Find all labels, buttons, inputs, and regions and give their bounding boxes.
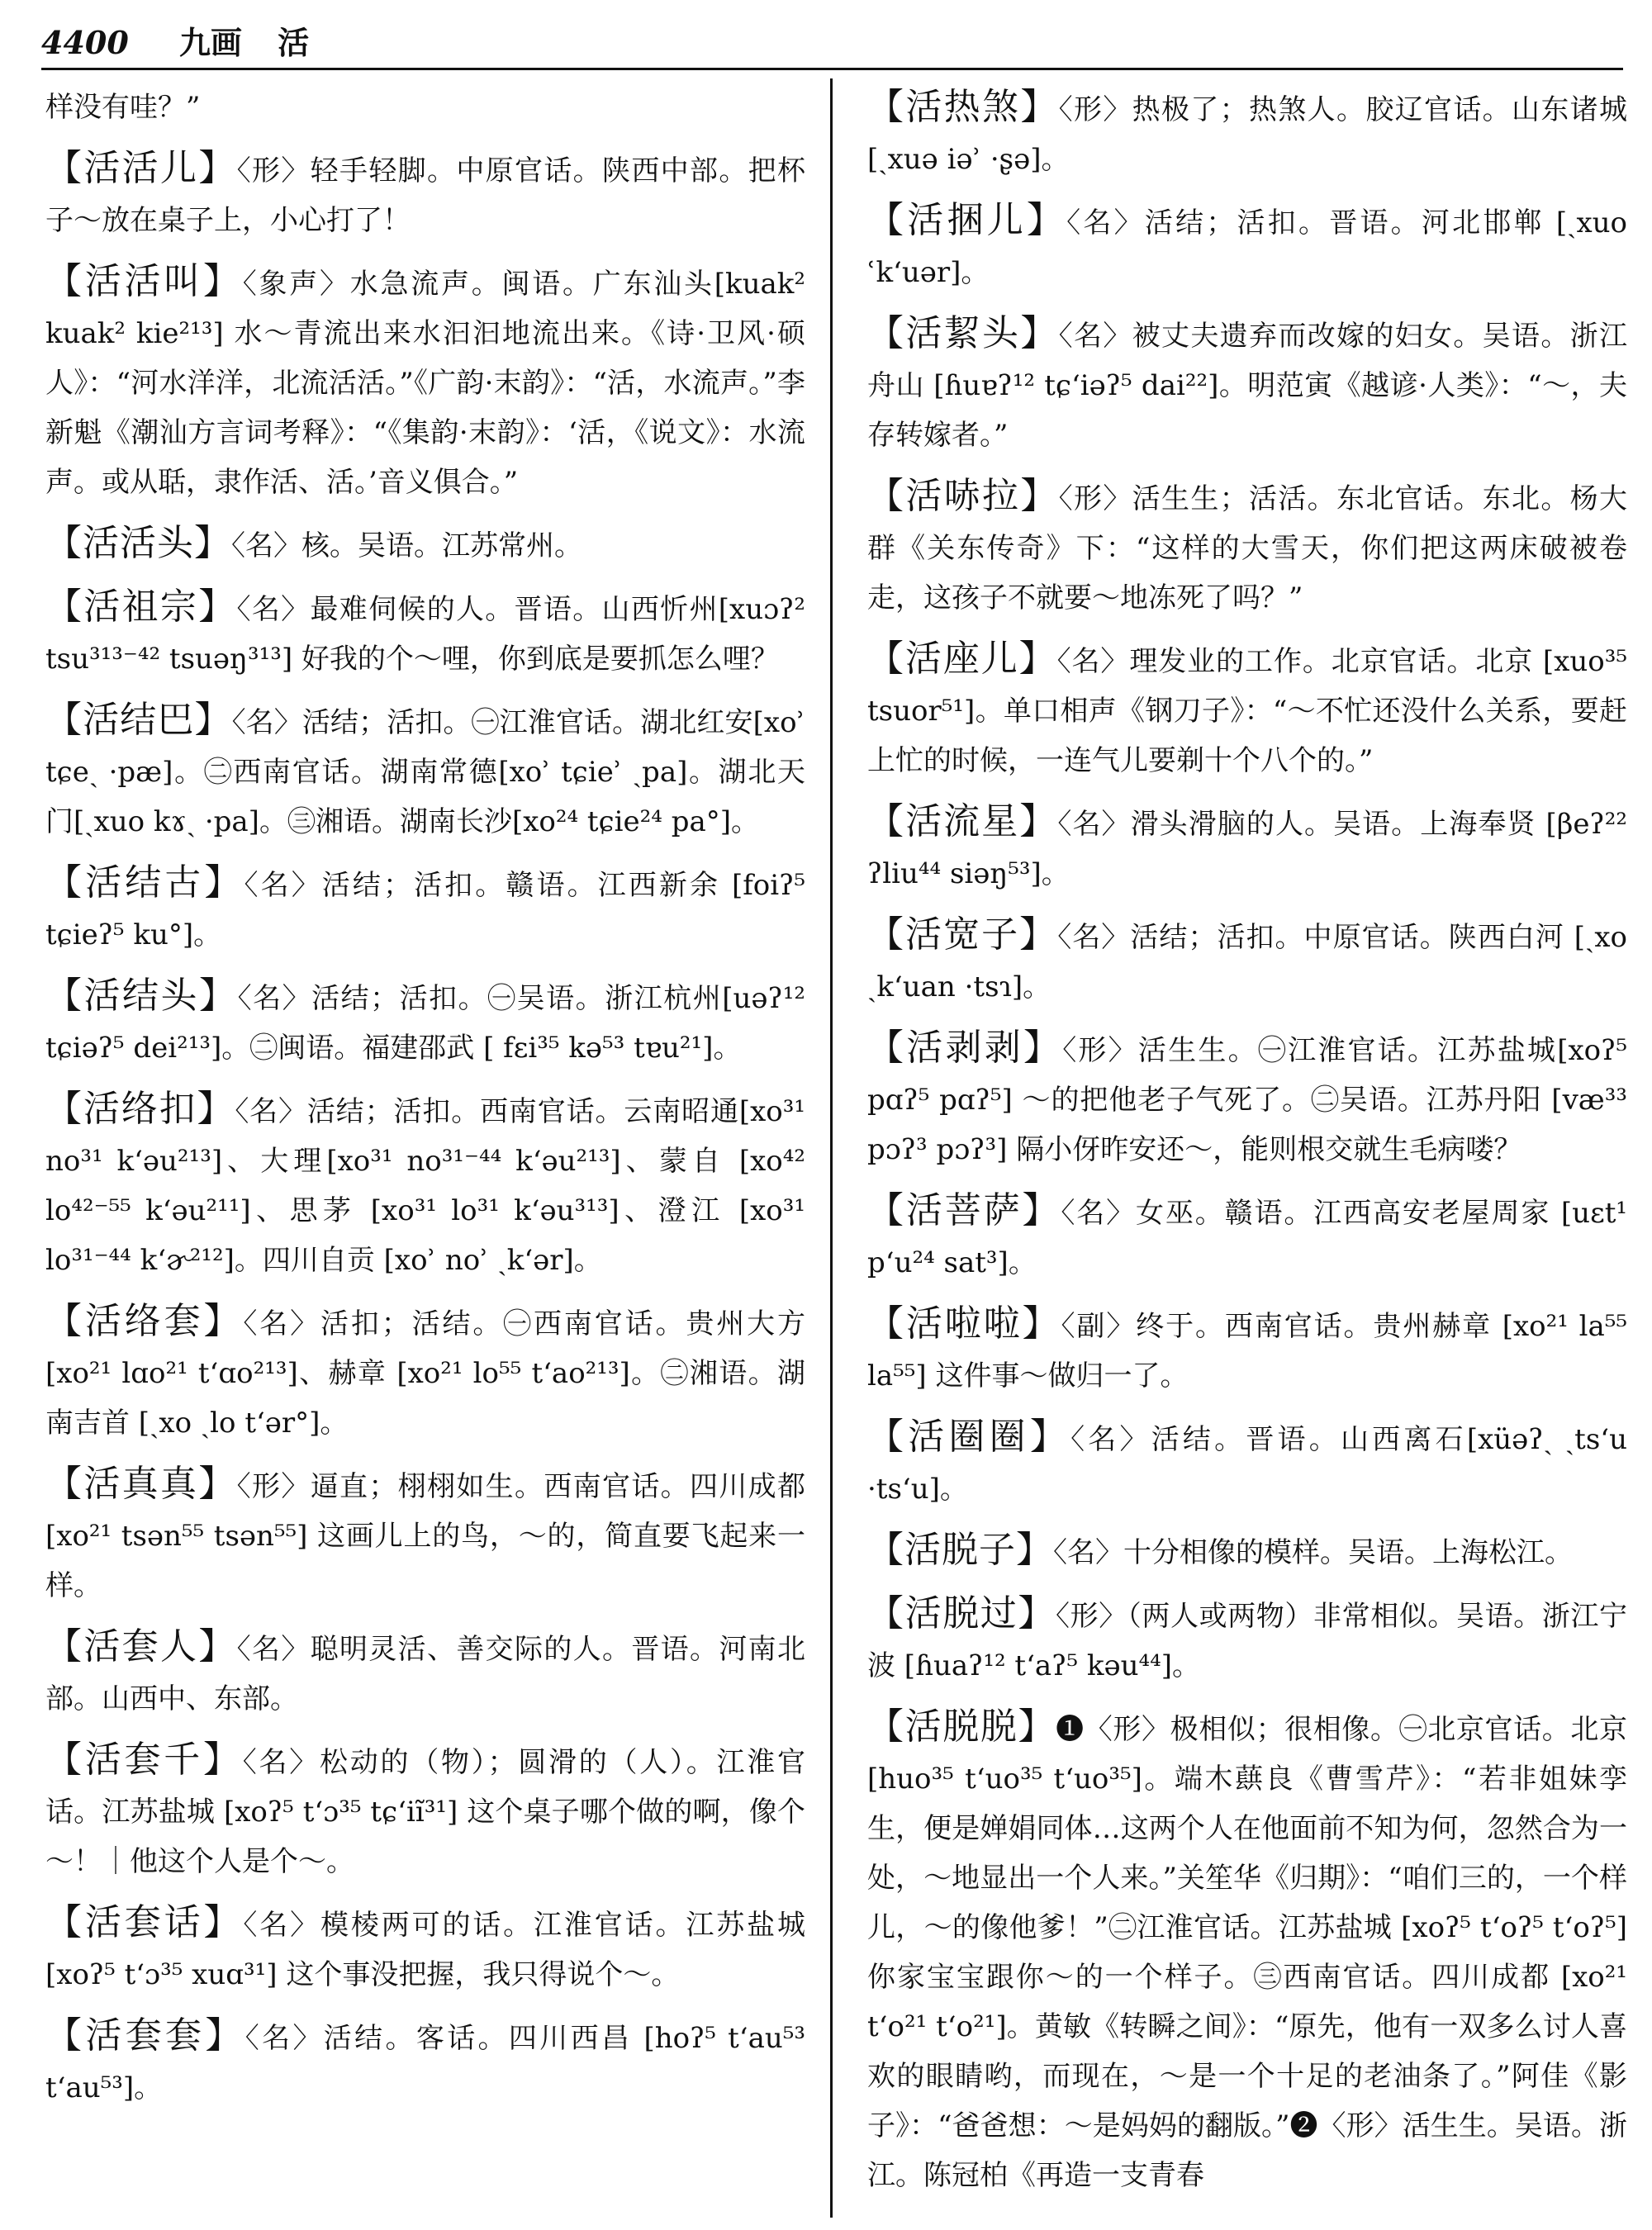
header-rule xyxy=(41,68,1623,70)
entry-body: 〈名〉活结；活扣。赣语。江西新余 [foiʔ⁵ tɕieʔ⁵ ku°]。 xyxy=(45,869,805,951)
entry-body: 〈名〉模棱两可的话。江淮官话。江苏盐城 [xoʔ⁵ t‘ɔ³⁵ xuɑ³¹] 这个事没把握，我只得说个～。 xyxy=(45,1909,805,1991)
dictionary-entry xyxy=(867,472,1627,623)
entry-body: 〈形〉热极了；热煞人。胶辽官话。山东诸城[ˏxuə iəʾ ·ʂə]。 xyxy=(867,93,1627,176)
entry-body: 〈名〉活结；活扣。中原官话。陕西白河 [ˏxo ˏk‘uan ·tsɿ]。 xyxy=(867,921,1627,1004)
entry-body: 〈名〉滑头滑脑的人。吴语。上海奉贤 [βeʔ²² ʔliu⁴⁴ siəŋ⁵³]。 xyxy=(867,808,1627,890)
dictionary-entry xyxy=(867,1023,1627,1174)
entry-body: 〈形〉活生生。㊀江淮官话。江苏盐城[xoʔ⁵ pɑʔ⁵ pɑʔ⁵] ～的把他老子气死了。㊁吴语。江苏丹阳 [væ³³ pɔʔ³ pɔʔ³] 隔小伢昨安还～，能则根交就生毛病喽？ xyxy=(867,1034,1627,1166)
entry-headword: 【活结巴】 xyxy=(45,699,232,741)
right-entries xyxy=(867,83,1627,2200)
entry-headword: 【活结头】 xyxy=(45,975,238,1017)
left-entries xyxy=(45,144,805,2113)
dictionary-entry xyxy=(867,309,1627,460)
dictionary-entry xyxy=(867,1412,1627,1514)
entry-body: 〈形〉（两人或两物）非常相似。吴语。浙江宁波 [ɦuaʔ¹² t‘aʔ⁵ kəu⁴⁴]。 xyxy=(867,1600,1627,1682)
entry-body: 〈名〉活结；活扣。西南官话。云南昭通[xo³¹ no³¹ k‘əu²¹³]、大理[xo³¹ no³¹⁻⁴⁴ k‘əu²¹³]、蒙自 [xo⁴² lo⁴²⁻⁵⁵ k‘əu²¹¹]、思茅 [xo³¹ lo³¹ k‘əu³¹³]、澄江 [xo³¹ lo³¹⁻⁴⁴ k‘ɚ²¹²]。四川自贡 [xoʾ noʾ ˏk‘ər]。 xyxy=(45,1095,805,1277)
entry-body: 〈名〉松动的（物）；圆滑的（人）。江淮官话。江苏盐城 [xoʔ⁵ t‘ɔ³⁵ tɕ‘iĩ³¹] 这个桌子哪个做的啊，像个～！｜他这个人是个～。 xyxy=(45,1746,805,1878)
header-char: 活 xyxy=(278,24,310,61)
dictionary-entry xyxy=(45,144,805,245)
entry-body: 〈名〉女巫。赣语。江西高安老屋周家 [uɛt¹ p‘u²⁴ sat³]。 xyxy=(867,1197,1627,1279)
dictionary-entry xyxy=(867,910,1627,1012)
entry-body: 〈象声〉水急流声。闽语。广东汕头[kuak² kuak² kie²¹³] 水～青流出来水汩汩地流出来。《诗·卫风·硕人》：“河水洋洋，北流活活。”《广韵·末韵》：“活，水流声。”李新魁《潮汕方言词考释》：“《集韵·末韵》：‘活，《说文》：水流声。或从聒，隶作活、活。’音义俱合。” xyxy=(45,268,805,499)
entry-body: 〈名〉活结。客话。四川西昌 [hoʔ⁵ t‘au⁵³ t‘au⁵³]。 xyxy=(45,2022,805,2104)
entry-headword: 【活活儿】 xyxy=(45,147,237,189)
entry-body: 〈名〉活结；活扣。㊀吴语。浙江杭州[uəʔ¹² tɕiəʔ⁵ dei²¹³]。㊁闽语。福建邵武 [ fɛi³⁵ kə⁵³ tɐu²¹]。 xyxy=(45,982,805,1065)
entry-headword: 【活啦啦】 xyxy=(867,1302,1061,1345)
entry-headword: 【活套套】 xyxy=(45,2014,245,2057)
entry-headword: 【活脱脱】 xyxy=(867,1706,1056,1748)
dictionary-entry xyxy=(867,1589,1627,1691)
entry-body: 〈名〉活结；活扣。㊀江淮官话。湖北红安[xoʾ tɕeˏ ·pæ]。㊁西南官话。湖南常德[xoʾ tɕieʾ ˏpa]。湖北天门[ˏxuo kɤˏ ·pa]。㊂湘语。湖南长沙[xo²⁴ tɕie²⁴ pa°]。 xyxy=(45,706,805,838)
entry-headword: 【活络扣】 xyxy=(45,1088,235,1130)
entry-headword: 【活套人】 xyxy=(45,1625,237,1668)
dictionary-entry xyxy=(867,196,1627,297)
entry-headword: 【活结古】 xyxy=(45,861,244,904)
entry-body: 〈形〉活生生；活活。东北官话。东北。杨大群《关东传奇》下：“这样的大雪天，你们把这两床破被卷走，这孩子不就要～地冻死了吗？” xyxy=(867,482,1627,614)
entry-headword: 【活套话】 xyxy=(45,1901,244,1943)
entry-body: 〈形〉逼直；栩栩如生。西南官话。四川成都 [xo²¹ tsən⁵⁵ tsən⁵⁵] 这画儿上的鸟，～的，简直要飞起来一样。 xyxy=(45,1470,805,1602)
dictionary-entry xyxy=(45,695,805,847)
dictionary-entry xyxy=(45,582,805,684)
left-column xyxy=(45,83,805,2213)
entry-body: 〈名〉活结；活扣。晋语。河北邯郸 [ˏxuo ʿk‘uər]。 xyxy=(867,206,1627,289)
entry-headword: 【活捆儿】 xyxy=(867,199,1067,241)
entry-headword: 【活圈圈】 xyxy=(867,1416,1071,1458)
page-number: 4400 xyxy=(41,24,129,61)
entry-headword: 【活菩萨】 xyxy=(867,1189,1061,1231)
entry-body: 〈名〉十分相像的模样。吴语。上海松江。 xyxy=(1053,1536,1573,1569)
entry-body: 〈名〉聪明灵活、善交际的人。晋语。河南北部。山西中、东部。 xyxy=(45,1633,805,1715)
entry-headword: 【活套千】 xyxy=(45,1739,243,1781)
entry-headword: 【活宽子】 xyxy=(867,913,1058,956)
entry-headword: 【活座儿】 xyxy=(867,638,1057,680)
dictionary-entry xyxy=(867,1299,1627,1401)
dictionary-entry xyxy=(45,257,805,507)
entry-headword: 【活活叫】 xyxy=(45,260,243,302)
page-header xyxy=(41,18,1611,68)
dictionary-entry xyxy=(45,2011,805,2113)
entry-headword: 【活脱子】 xyxy=(867,1529,1053,1571)
dictionary-entry xyxy=(867,634,1627,785)
entry-headword: 【活哧拉】 xyxy=(867,475,1059,517)
dictionary-entry xyxy=(867,1186,1627,1288)
dictionary-entry xyxy=(45,1084,805,1285)
dictionary-entry xyxy=(45,971,805,1073)
entry-headword: 【活络套】 xyxy=(45,1300,244,1342)
column-divider xyxy=(830,78,833,2218)
entry-body: 〈形〉轻手轻脚。中原官话。陕西中部。把杯子～放在桌子上，小心打了！ xyxy=(45,154,805,237)
dictionary-entry xyxy=(867,797,1627,899)
entry-body: 〈名〉理发业的工作。北京官话。北京 [xuo³⁵ tsuor⁵¹]。单口相声《钢刀子》：“～不忙还没什么关系，要赶上忙的时候，一连气儿要剃十个八个的。” xyxy=(867,645,1627,777)
dictionary-entry xyxy=(45,1297,805,1448)
entry-body: 〈名〉活扣；活结。㊀西南官话。贵州大方 [xo²¹ lɑo²¹ t‘ɑo²¹³]、赫章 [xo²¹ lo⁵⁵ t‘ao²¹³]。㊁湘语。湖南吉首 [ˏxo ˏlo t‘ər°]。 xyxy=(45,1307,805,1440)
continuation-text: 样没有哇？” xyxy=(45,91,201,124)
entry-body: 〈名〉被丈夫遗弃而改嫁的妇女。吴语。浙江舟山 [ɦuɐʔ¹² tɕ‘iəʔ⁵ dai²²]。明范寅《越谚·人类》：“～，夫存转嫁者。” xyxy=(867,320,1627,452)
entry-headword: 【活祖宗】 xyxy=(45,586,237,628)
dictionary-entry xyxy=(45,858,805,960)
entry-headword: 【活流星】 xyxy=(867,800,1058,842)
entry-headword: 【活脱过】 xyxy=(867,1592,1056,1635)
dictionary-entry xyxy=(45,1898,805,2000)
dictionary-entry xyxy=(867,1525,1627,1578)
entry-headword: 【活热煞】 xyxy=(867,86,1059,128)
entry-body: ❶〈形〉极相似；很相像。㊀北京官话。北京 [huo³⁵ t‘uo³⁵ t‘uo³⁵]。端木蕻良《曹雪芹》：“若非姐妹孪生，便是婵娟同体…这两个人在他面前不知为何，忽然合为一处，～地显出一个人来。”关笙华《归期》：“咱们三的，一个样儿，～的像他爹！”㊁江淮官话。江苏盐城 [xoʔ⁵ t‘oʔ⁵ t‘oʔ⁵] 你家宝宝跟你～的一个样子。㊂西南官话。四川成都 [xo²¹ t‘o²¹ t‘o²¹]。黄敏《转瞬之间》：“原先，他有一双多么讨人喜欢的眼睛哟，而现在，～是一个十足的老油条了。”阿佳《影子》：“爸爸想：～是妈妈的翻版。”❷〈形〉活生生。吴语。浙江。陈冠柏《再造一支青春 xyxy=(867,1713,1627,2192)
entry-body: 〈名〉最难伺候的人。晋语。山西忻州[xuɔʔ² tsu³¹³⁻⁴² tsuəŋ³¹³] 好我的个～哩，你到底是要抓怎么哩？ xyxy=(45,593,805,676)
dictionary-entry xyxy=(867,1702,1627,2200)
entry-body: 〈名〉核。吴语。江苏常州。 xyxy=(231,529,582,562)
right-column xyxy=(867,83,1627,2213)
dictionary-entry xyxy=(45,1459,805,1611)
entry-headword: 【活活头】 xyxy=(45,522,231,564)
entry-headword: 【活真真】 xyxy=(45,1463,237,1505)
dictionary-entry xyxy=(867,83,1627,184)
entry-body: 〈名〉活结。晋语。山西离石[xüəʔˏ ˏts‘u ·ts‘u]。 xyxy=(867,1423,1627,1506)
entry-headword: 【活剥剥】 xyxy=(867,1027,1063,1069)
dictionary-entry xyxy=(45,519,805,571)
entry-body: 〈副〉终于。西南官话。贵州赫章 [xo²¹ la⁵⁵ la⁵⁵] 这件事～做归一了。 xyxy=(867,1310,1627,1393)
section-label: 九画 xyxy=(179,24,243,61)
dictionary-entry xyxy=(45,1622,805,1724)
entry-headword: 【活絜头】 xyxy=(867,312,1059,354)
dictionary-entry xyxy=(45,1735,805,1886)
